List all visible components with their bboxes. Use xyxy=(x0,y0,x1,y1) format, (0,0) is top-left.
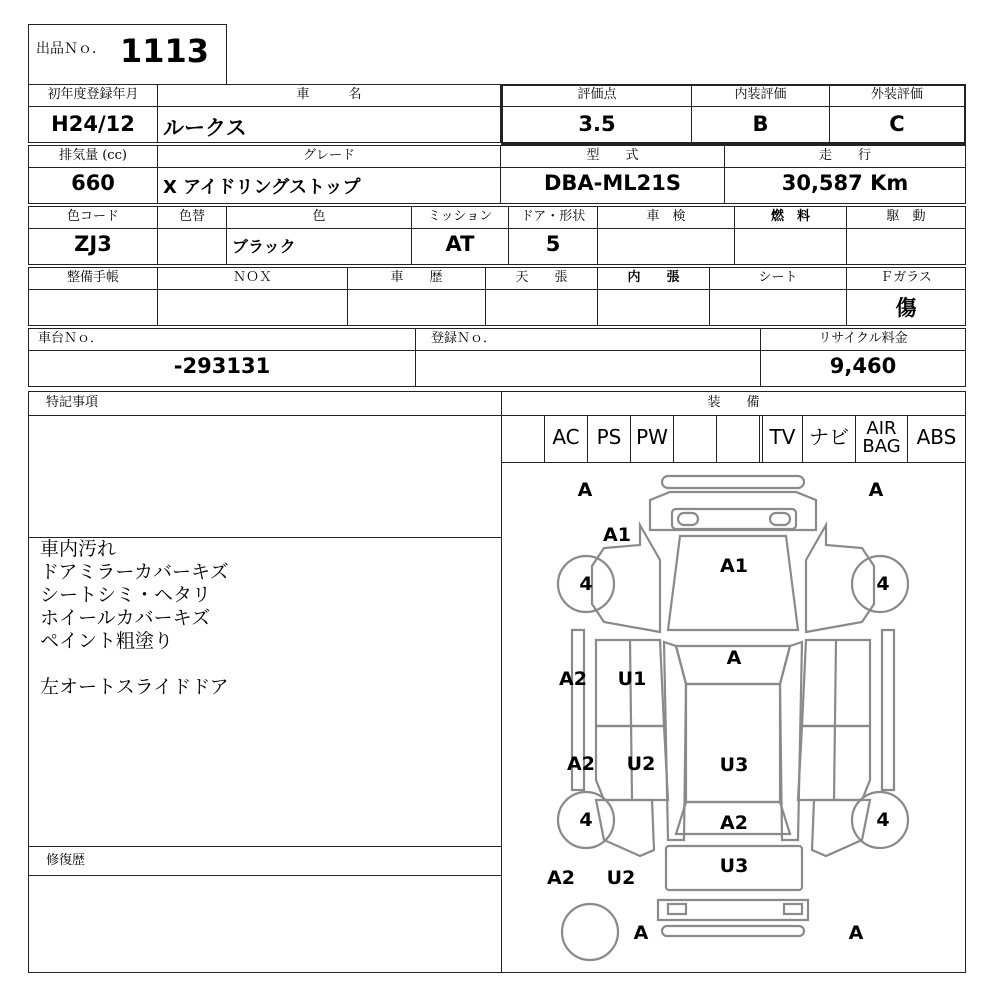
damage-bottom-left: A xyxy=(633,922,649,944)
inspection-label: 車 検 xyxy=(646,209,686,224)
front-emblem-r xyxy=(770,513,790,525)
interior-value: B xyxy=(752,112,769,136)
glass-label: Ｆガラス xyxy=(880,270,932,285)
note-line: 左オートスライドドア xyxy=(40,676,229,698)
equipment-blank xyxy=(674,416,717,462)
note-line: 車内汚れ xyxy=(40,538,117,560)
interior-label: 内装評価 xyxy=(734,87,787,102)
note-line xyxy=(40,653,490,676)
roof-label: 天 張 xyxy=(515,270,568,285)
color-code-label: 色コード xyxy=(66,209,119,224)
inner-cell xyxy=(597,289,710,326)
equipment-airbag-line2: BAG xyxy=(862,436,901,457)
seat-label: シート xyxy=(758,270,798,285)
damage-wheel-fl: 4 xyxy=(579,573,593,595)
front-fender-right xyxy=(806,525,874,632)
rear-lower-bumper xyxy=(662,926,804,936)
mileage-value: 30,587 Km xyxy=(781,171,909,195)
damage-left-front-u: U1 xyxy=(617,668,647,690)
side-right-divider xyxy=(834,640,836,800)
first-reg-value: H24/12 xyxy=(51,112,135,136)
damage-hood: A1 xyxy=(720,555,748,577)
equipment-airbag xyxy=(856,416,908,462)
reg-no-label: 登録Ｎｏ． xyxy=(431,331,497,346)
damage-top-right: A xyxy=(868,479,884,501)
inspection-cell xyxy=(597,228,735,265)
seat-cell xyxy=(709,289,847,326)
chassis-label: 車台Ｎｏ． xyxy=(38,331,104,346)
damage-roof: U3 xyxy=(719,754,749,776)
damage-left-rear-a: A2 xyxy=(567,753,595,775)
exterior-value: C xyxy=(889,112,905,136)
car-name-value: ルークス xyxy=(163,116,247,140)
lot-number-label: 出品Ｎｏ． xyxy=(36,41,106,57)
repair-label: 修復歴 xyxy=(46,853,86,868)
damage-wheel-rl: 4 xyxy=(579,809,593,831)
drive-label: 駆 動 xyxy=(886,209,926,224)
damage-rear-glass: A2 xyxy=(720,812,748,834)
notes-list xyxy=(40,538,490,699)
displacement-label: 排気量 (cc) xyxy=(59,148,127,163)
damage-windshield: A xyxy=(726,647,742,669)
glass-value: 傷 xyxy=(895,296,917,320)
color-code-value: ZJ3 xyxy=(74,232,112,256)
lot-number: 1113 xyxy=(120,32,210,70)
equipment-navi: ナビ xyxy=(803,416,856,462)
damage-rear-left-a: A2 xyxy=(547,867,575,889)
mileage-label: 走 行 xyxy=(818,148,871,163)
nox-label: ＮＯＸ xyxy=(232,270,272,285)
exterior-label: 外装評価 xyxy=(870,87,923,102)
maintenance-cell xyxy=(28,289,158,326)
damage-rear-left-u: U2 xyxy=(606,867,636,889)
history-label: 車 歴 xyxy=(390,270,443,285)
damage-wheel-fr: 4 xyxy=(876,573,890,595)
color-value: ブラック xyxy=(232,237,296,256)
front-grille xyxy=(650,492,816,530)
damage-wheel-rr: 4 xyxy=(876,809,890,831)
roof-panel xyxy=(686,684,780,802)
note-line: ホイールカバーキズ xyxy=(40,607,211,629)
chassis-value: -293131 xyxy=(173,354,271,378)
equipment-ps: PS xyxy=(588,416,631,462)
repaint-cell xyxy=(157,228,227,265)
nox-cell xyxy=(157,289,348,326)
grade-label: グレード xyxy=(302,148,355,163)
side-right-sill xyxy=(882,630,894,790)
side-left-divider xyxy=(630,640,632,800)
reg-no-cell xyxy=(415,350,761,387)
first-reg-label: 初年度登録年月 xyxy=(47,87,139,102)
history-cell xyxy=(347,289,486,326)
equipment-blank xyxy=(717,416,760,462)
damage-left-front-a: A2 xyxy=(559,668,587,690)
maintenance-label: 整備手帳 xyxy=(66,270,119,285)
damage-rear-panel: U3 xyxy=(719,855,749,877)
equipment-pw: PW xyxy=(631,416,674,462)
equipment-ac: AC xyxy=(545,416,588,462)
front-bumper xyxy=(662,476,804,488)
damage-top-left: A xyxy=(577,479,593,501)
repair-area xyxy=(28,875,502,973)
color-label: 色 xyxy=(312,209,326,224)
rear-light-l xyxy=(668,904,686,914)
rear-quarter-left xyxy=(596,800,654,856)
hood xyxy=(668,536,798,630)
drive-cell xyxy=(846,228,966,265)
car-diagram xyxy=(502,462,965,971)
inner-label: 内 張 xyxy=(627,270,680,285)
note-line: シートシミ・ヘタリ xyxy=(40,584,212,606)
displacement-value: 660 xyxy=(71,171,115,195)
door-value: 5 xyxy=(545,232,561,256)
roof-cell xyxy=(485,289,598,326)
equipment-abs: ABS xyxy=(916,425,957,449)
equipment-tv: TV xyxy=(763,416,803,462)
notes-label: 特記事項 xyxy=(46,395,99,410)
model-value: DBA-ML21S xyxy=(543,171,682,195)
fuel-label: 燃 料 xyxy=(770,209,810,224)
fuel-cell xyxy=(734,228,847,265)
damage-front-pillar-left: A1 xyxy=(603,524,631,546)
rear-light-r xyxy=(784,904,802,914)
damage-bottom-right: A xyxy=(848,922,864,944)
recycle-value: 9,460 xyxy=(829,354,897,378)
note-line: ペイント粗塗り xyxy=(40,630,174,652)
equipment-label: 装 備 xyxy=(707,395,760,410)
equipment-blank xyxy=(502,416,545,462)
mission-value: AT xyxy=(445,232,475,256)
model-label: 型 式 xyxy=(586,148,639,163)
note-line: ドアミラーカバーキズ xyxy=(40,561,229,583)
rear-quarter-right xyxy=(812,800,870,856)
car-name-label: 車 名 xyxy=(296,87,362,102)
front-emblem-l xyxy=(678,513,698,525)
grade-value: X アイドリングストップ xyxy=(163,177,361,198)
mission-label: ミッション xyxy=(427,209,493,224)
score-label: 評価点 xyxy=(577,87,617,102)
score-value: 3.5 xyxy=(578,112,616,136)
recycle-label: リサイクル料金 xyxy=(818,331,908,346)
door-label: ドア・形状 xyxy=(520,209,586,224)
spare-wheel xyxy=(562,904,618,960)
equipment-airbag-line1: AIR xyxy=(866,418,897,439)
repaint-label: 色替 xyxy=(178,209,205,224)
damage-left-rear-u: U2 xyxy=(626,753,656,775)
